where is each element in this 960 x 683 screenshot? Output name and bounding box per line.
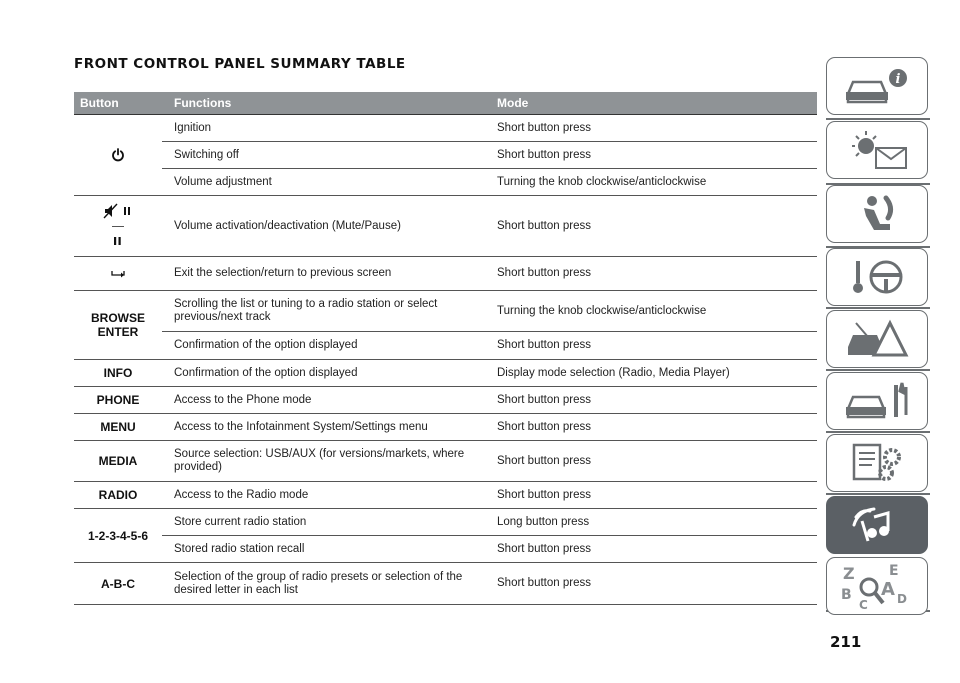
table-row: Exit the selection/return to previous screen Short button press (174, 267, 591, 279)
table-group-info (74, 360, 817, 387)
table-row: Selection of the group of radio presets or selection of the desired letter in each list Short button press (174, 570, 591, 596)
table-button-cell: RADIO (98, 488, 138, 502)
multimedia-icon (842, 503, 912, 547)
page-title: FRONT CONTROL PANEL SUMMARY TABLE (74, 56, 406, 72)
table-button-cell (74, 115, 162, 195)
table-row: Scrolling the list or tuning to a radio station or select previous/next track Turning the knob clockwise/anticlockwise (174, 298, 707, 323)
table-button-cell (74, 257, 162, 290)
index-letter: A (881, 579, 895, 600)
table-button-cell: A-B-C (101, 576, 135, 591)
tab-lights-messages[interactable] (826, 121, 928, 179)
table-row: Volume adjustment Turning the knob clockwise/anticlockwise (162, 168, 817, 195)
tab-maintenance[interactable] (826, 372, 928, 430)
table-group-presets (74, 509, 817, 563)
mute-pause-icon (103, 203, 133, 219)
table-header (74, 92, 817, 114)
tab-safety[interactable] (826, 185, 928, 243)
table-row: Switching off Short button press (162, 141, 817, 168)
table-row: Source selection: USB/AUX (for versions/markets, where provided) Short button press (174, 448, 591, 473)
table-group-media (74, 441, 817, 482)
index-letter: D (897, 592, 907, 606)
table-row: Access to the Infotainment System/Settings menu Short button press (174, 420, 591, 433)
table-button-cell: INFO (103, 366, 133, 380)
specs-gears-icon (842, 441, 912, 485)
table-row: Confirmation of the option displayed Display mode selection (Radio, Media Player) (174, 366, 730, 379)
table-group-power (74, 114, 817, 196)
steering-key-icon (842, 255, 912, 299)
back-arrow-icon (109, 269, 127, 279)
index-letter: C (859, 598, 868, 612)
table-button-cell: BROWSE ENTER (91, 311, 145, 339)
table-group-menu (74, 414, 817, 441)
table-group-mute (74, 196, 817, 257)
tab-vehicle-info[interactable] (826, 57, 928, 115)
table-group-browse (74, 291, 817, 360)
table-button-cell: 1-2-3-4-5-6 (87, 528, 149, 543)
table-row: Ignition Short button press (174, 121, 591, 134)
tab-emergency[interactable] (826, 310, 928, 368)
table-group-radio (74, 482, 817, 509)
tab-multimedia[interactable] (826, 496, 928, 554)
seat-airbag-icon (842, 192, 912, 236)
table-row: Confirmation of the option displayed Short button press (162, 331, 817, 359)
car-service-icon (842, 379, 912, 423)
header-button: Button (80, 96, 119, 110)
table-group-back (74, 257, 817, 291)
tab-technical-data[interactable] (826, 434, 928, 492)
table-group-phone (74, 387, 817, 414)
table-row: Volume activation/deactivation (Mute/Pause) Short button press (174, 219, 591, 232)
svg-text:i: i (895, 72, 901, 87)
tab-index[interactable] (826, 557, 928, 615)
page-number: 211 (830, 633, 862, 651)
table-button-cell: MEDIA (98, 454, 138, 468)
table-row: Stored radio station recall Short button press (162, 535, 817, 562)
index-letter: E (889, 563, 899, 579)
lights-message-icon (842, 128, 912, 172)
table-row: Access to the Phone mode Short button press (174, 393, 591, 406)
table-row: Store current radio station Long button press (174, 515, 590, 528)
alphabetical-index-icon (837, 559, 917, 613)
index-letter: Z (843, 564, 855, 583)
header-functions: Functions (174, 96, 232, 110)
index-letter: B (841, 587, 852, 603)
table-group-abc (74, 563, 817, 605)
table-row: Access to the Radio mode Short button press (174, 488, 591, 501)
table-button-cell: PHONE (96, 393, 140, 407)
header-mode: Mode (497, 96, 529, 110)
tab-starting-driving[interactable] (826, 248, 928, 306)
pause-icon (112, 235, 124, 247)
breakdown-triangle-icon (842, 317, 912, 361)
car-info-icon (842, 64, 912, 108)
summary-table (74, 92, 817, 605)
power-icon (111, 148, 125, 162)
table-button-cell (74, 196, 162, 256)
table-button-cell: MENU (100, 420, 136, 434)
